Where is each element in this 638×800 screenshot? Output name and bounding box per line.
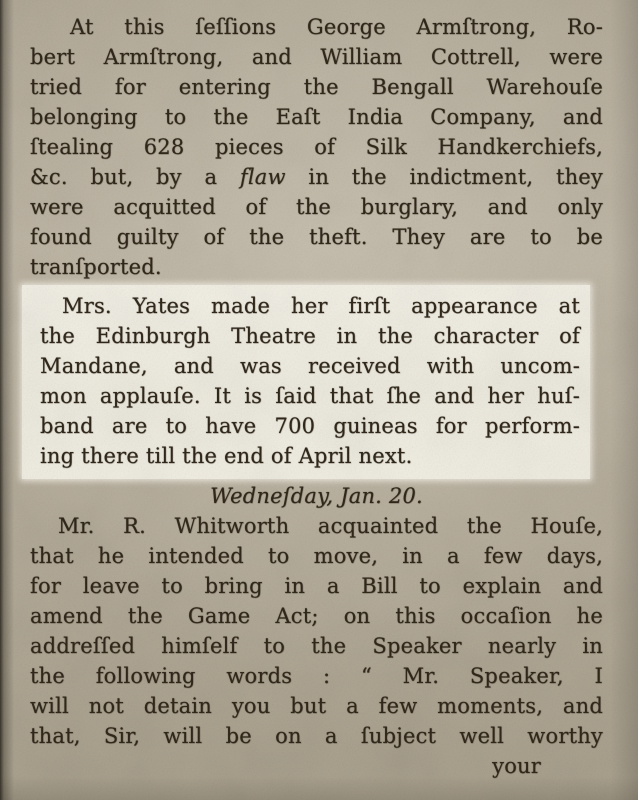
text-line: ing there till the end of April next. bbox=[40, 444, 413, 468]
text-line: At this ſeſſions George Armſtrong, Ro- bbox=[70, 15, 603, 39]
text-line: Mandane, and was received with uncom- bbox=[40, 354, 580, 378]
text-line: Mr. R. Whitworth acquainted the Houſe, bbox=[58, 514, 603, 538]
text-line: ſtealing 628 pieces of Silk Handkerchiefs, bbox=[30, 135, 603, 159]
text-line: amend the Game Act; on this occaſion he bbox=[30, 604, 603, 628]
text-line: for leave to bring in a Bill to explain and bbox=[30, 574, 603, 598]
text-column bbox=[30, 12, 603, 781]
text-line: Mrs. Yates made her firſt appearance at bbox=[62, 294, 580, 318]
catchword: your bbox=[492, 754, 541, 778]
text-line: the following words : “ Mr. Speaker, I bbox=[30, 664, 603, 688]
text-line: mon applauſe. It is ſaid that ſhe and her huſ- bbox=[40, 384, 580, 408]
text-line: were acquitted of the burglary, and only bbox=[30, 195, 603, 219]
dateline-wednesday-jan-20: Wedneſday, Jan. 20. bbox=[210, 484, 423, 508]
text-line: &c. but, by a flaw in the indictment, they bbox=[30, 165, 603, 189]
text-line: that he intended to move, in a few days, bbox=[30, 544, 603, 568]
paragraph-armstrong-trial bbox=[30, 12, 603, 282]
text-line: band are to have 700 guineas for perform- bbox=[40, 414, 580, 438]
text-line: found guilty of the theft. They are to be bbox=[30, 225, 603, 249]
text-line: that, Sir, will be on a ſubject well worthy bbox=[30, 724, 603, 748]
text-line: belonging to the Eaſt India Company, and bbox=[30, 105, 603, 129]
paragraph-whitworth bbox=[30, 511, 603, 751]
text-line: tried for entering the Bengall Warehouſe bbox=[30, 75, 603, 99]
text-line: bert Armſtrong, and William Cottrell, were bbox=[30, 45, 603, 69]
text-line: will not detain you but a few moments, and bbox=[30, 694, 603, 718]
highlighted-clipping-mrs-yates bbox=[22, 285, 590, 479]
text-line: tranſported. bbox=[30, 255, 162, 279]
text-line: addreſſed himſelf to the Speaker nearly in bbox=[30, 634, 603, 658]
text-line: the Edinburgh Theatre in the character of bbox=[40, 324, 580, 348]
